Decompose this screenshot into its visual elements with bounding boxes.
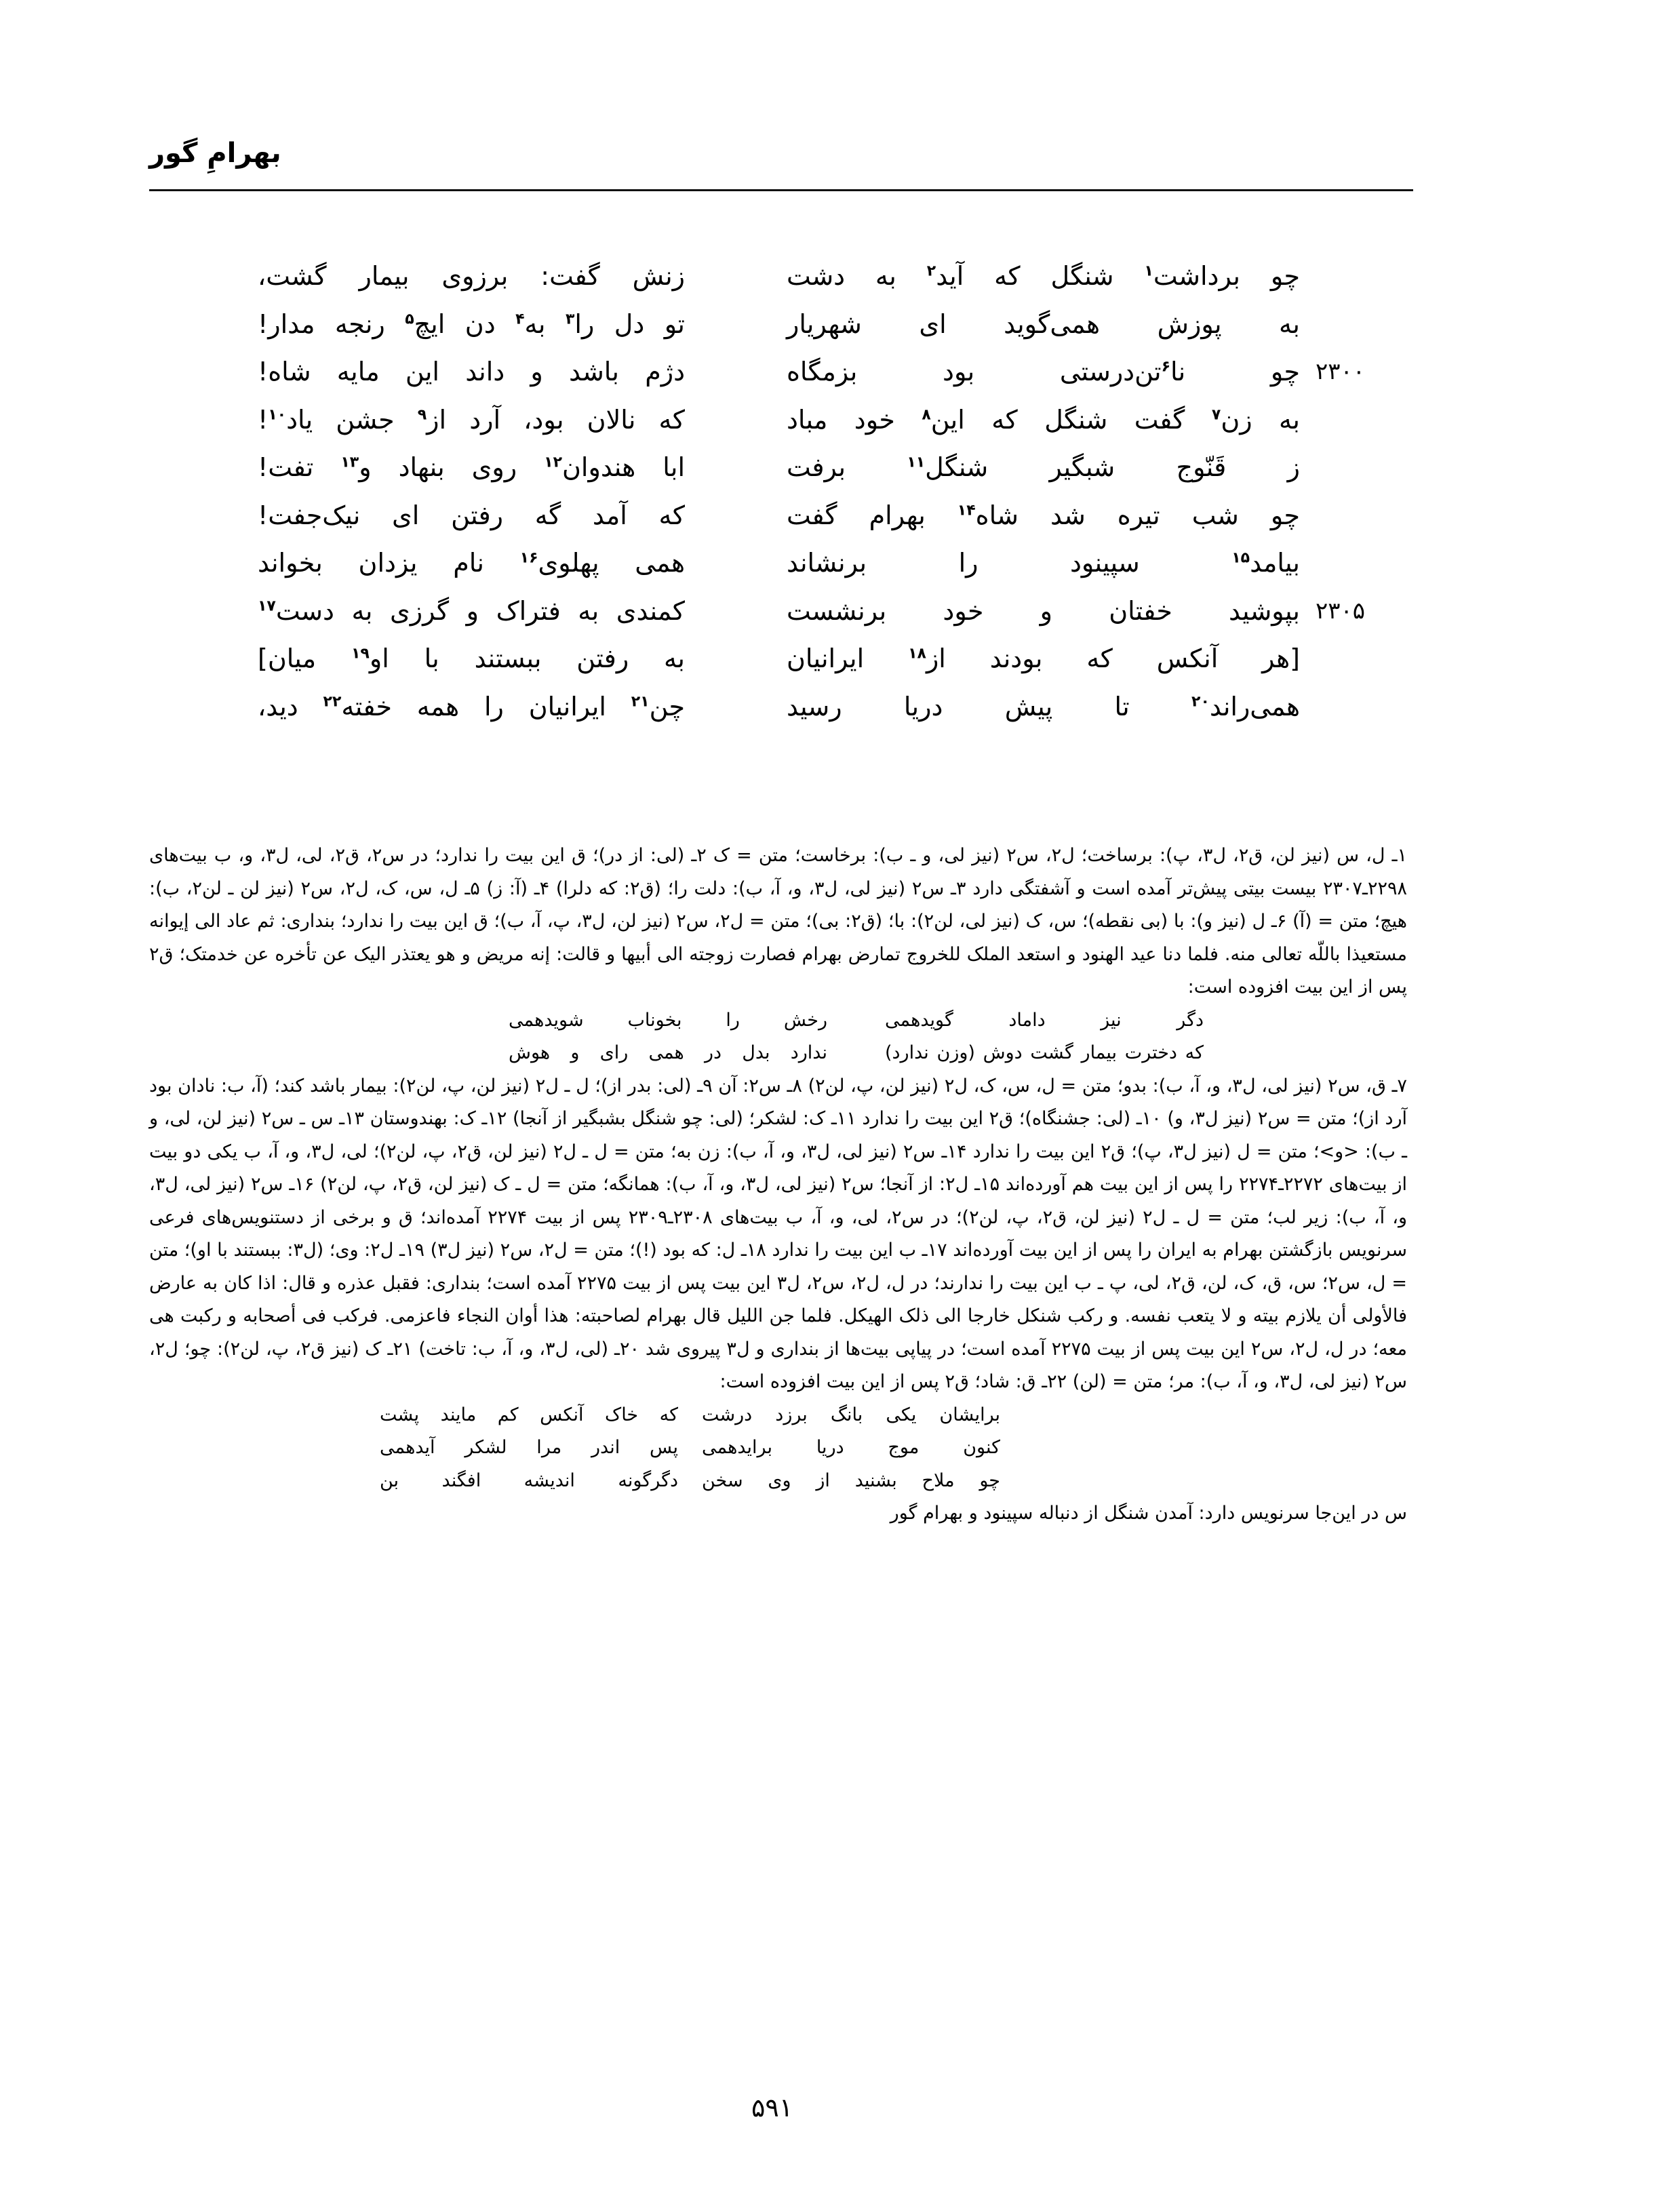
footnote-marker: ۲۲ [323, 692, 342, 710]
hemistich-first: چو برداشت$^۱$ شنگل که آید$^۲$ به دشت [787, 261, 1300, 291]
hemistich-first: [هر آنکس که بودند از$^{۱۸}$ ایرانیان [787, 644, 1300, 673]
footnote-marker: ۲۰ [1191, 692, 1210, 710]
added-verse-row [149, 1465, 1407, 1498]
hemistich-second: که آمد گه رفتن ای نیک‌جفت! [258, 500, 685, 530]
verse-row [0, 252, 1660, 300]
hemistich-second: کمندی به فتراک و گرزی به دست$^{۱۷}$ [258, 595, 685, 626]
hemistich-second: تو دل را$^۳$ به$^۴$ دن ایچ$^۵$ رنجه مدار! [258, 309, 685, 339]
footnote-marker: ۱۰ [268, 406, 287, 423]
verse-row [0, 348, 1660, 395]
footnotes-7-22: ۷ـ ق، س۲ (نیز لی، ل۳، و، آ، ب): بدو؛ متن = ل، س، ک، ل۲ (نیز لن، پ، لن۲) ۸ـ س۲: آن ۹ـ (لی: بدر از)؛ ل ـ ل۲ (نیز لن، پ، لن۲): بیمار باشد کند؛ (آ، ب: نادان بود آرد از)؛ متن = س۲ (نیز ل۳، و) ۱۰ـ (لی: جشنگاه)؛ ق۲ این بیت را ندارد ۱۱ـ ک: لشکر؛ (لی: چو شنگل بشبگیر از آنجا) ۱۲ـ ک: بهندوستان ۱۳ـ س ـ س۲ (نیز لن، لی، و ـ ب): <و>؛ متن = ل (نیز ل۳، پ)؛ ق۲ این بیت را ندارد ۱۴ـ س۲ (نیز لی، ل۳، و، آ، ب): زن به؛ متن = ل ـ ل۲ (نیز لن، ق۲، پ، لن۲)؛ لی، ل۳، و، آ، ب یکی دو بیت از بیت‌های ۲۲۷۲ـ۲۲۷۴ را پس از این بیت هم آورده‌اند ۱۵ـ ل۲: از آنجا؛ س۲ (نیز لی، ل۳، و، آ، ب): همانگه؛ متن = ل ـ ک (نیز لن، ق۲، پ، لن۲) ۱۶ـ س۲ (نیز لی، ل۳، و، آ، ب): زیر لب؛ متن = ل ـ ل۲ (نیز لن، ق۲، پ، لن۲)؛ در س۲، لی، و، آ، ب بیت‌های ۲۳۰۸ـ۲۳۰۹ پس از بیت ۲۲۷۴ آمده‌اند؛ ق و برخی از دستنویس‌های فرعی سرنویس بازگشتن بهرام به ایران را پس از این بیت آورده‌اند ۱۷ـ ب این بیت را ندارد ۱۸ـ ل: که بود (!)؛ متن = ل۲، س۲ (نیز ل۳) ۱۹ـ ل۲: وی؛ (ل۳: ببستند با او)؛ متن = ل، س۲؛ س، ق، ک، لن، ق۲، لی، پ ـ ب این بیت را ندارند؛ در ل، ل۲، س۲، ل۳ این بیت پس از بیت ۲۲۷۵ آمده است؛ بنداری: فقبل عذره و قال: اذا کان به عارض فالأولی أن یلازم بیته و لا یتعب نفسه. و رکب شنکل خارجا الی ذلک الهیکل. فلما جن اللیل قال بهرام لصاحبته: هذا أوان النجاء فاعزمی. فرکب فی أصحابه و رکبت هی معه؛ در ل، ل۲، س۲ این بیت پس از بیت ۲۲۷۵ آمده است؛ در پیاپی بیت‌ها از بنداری و ل۳ پیروی شد ۲۰ـ (لی، ل۳، و، آ، ب: تاخت) ۲۱ـ ک (نیز ق۲، پ، لن۲): چو؛ ل۲، س۲ (نیز لی، ل۳، و، آ، ب): مر؛ متن = (لن) ۲۲ـ ق: شاد؛ ق۲ پس از این بیت افزوده است: [149, 1075, 1408, 1392]
footnotes-1-6: ۱ـ ل، س (نیز لن، ق۲، ل۳، پ): برساخت؛ ل۲، س۲ (نیز لی، و ـ ب): برخاست؛ متن = ک ۲ـ (لی: از در)؛ ق این بیت را ندارد؛ در س۲، ق۲، لی، ل۳، و، ب بیت‌های ۲۲۹۸ـ۲۳۰۷ بیست بیتی پیش‌تر آمده است و آشفتگی دارد ۳ـ س۲ (نیز لی، ل۳، و، آ، ب): دلت را؛ (ق۲: که دلرا) ۴ـ (آ: ز) ۵ـ ل، س، ک، ل۲، س۲ (نیز لن ـ لن۲، ب): هیچ؛ متن = (آ) ۶ـ ل (نیز و): با (بی نقطه)؛ س، ک (نیز لی، لن۲): با؛ (ق۲: بی)؛ متن = ل۲، س۲ (نیز لن، ل۳، پ، آ، ب)؛ ق این بیت را ندارد؛ بنداری: ثم عاد الی إیوانه مستعیذا باللّه تعالی منه. فلما دنا عید الهنود و استعد الملک للخروج تمارض بهرام فصارت زوجته الی أبیها و قالت: إنه مریض و هو یعتذر الیک عن تأخره عن خدمتک؛ ق۲ پس از این بیت افزوده است: [149, 845, 1408, 998]
section-heading-note: س در این‌جا سرنویس دارد: آمدن شنگل از دنباله سپینود و بهرام گور [890, 1503, 1407, 1524]
verse-number: ۲۳۰۰ [1316, 358, 1366, 385]
footnote-marker: ۱۷ [258, 597, 276, 614]
footnote-marker: ۱۶ [519, 549, 538, 567]
hemistich-second: دژم باشد و داند این مایه شاه! [258, 357, 685, 387]
verse-row [0, 683, 1660, 730]
footnote-marker: ۱۲ [544, 454, 562, 471]
verse-row [0, 300, 1660, 348]
added-verses-q2-a [149, 1004, 1407, 1070]
added-hemistich-first: کنون موج دریا برایدهمی [702, 1437, 1000, 1458]
hemistich-first: ز قَنّوج شبگیر شنگل$^{۱۱}$ برفت [787, 452, 1300, 482]
footnote-marker: ۲۱ [631, 692, 650, 710]
added-hemistich-first: دگر نیز داماد گویدهمی [885, 1009, 1204, 1031]
footnote-marker: ۱۱ [907, 454, 926, 471]
hemistich-first: بیامد$^{۱۵}$ سپینود را برنشاند [787, 548, 1300, 578]
added-hemistich-first: که دخترت بیمار گشت دوش (وزن ندارد) [885, 1042, 1204, 1063]
footnote-marker: ۴ [515, 310, 525, 328]
added-verse-row [149, 1431, 1407, 1465]
footnote-marker: ۱۵ [1231, 549, 1250, 567]
hemistich-first: همی‌راند$^{۲۰}$ تا پیش دریا رسید [787, 691, 1300, 722]
added-hemistich-first: برایشان یکی بانگ برزد درشت [702, 1404, 1000, 1425]
verse-row [0, 492, 1660, 539]
footnote-marker: ۶ [1161, 358, 1171, 376]
header-rule [149, 189, 1413, 191]
added-hemistich-second: پس اندر مرا لشکر آیدهمی [380, 1437, 678, 1458]
hemistich-first: چو نا$^۶$تن‌درستی بود بزمگاه [787, 357, 1300, 387]
hemistich-second: به رفتن ببستند با او$^{۱۹}$ میان] [258, 644, 685, 673]
hemistich-first: بپوشید خفتان و خود برنشست [787, 595, 1300, 626]
critical-apparatus [149, 840, 1407, 1530]
added-hemistich-second: ندارد بدل در همی رای و هوش [509, 1042, 827, 1063]
footnote-marker: ۱۸ [908, 645, 926, 663]
added-hemistich-second: دگرگونه اندیشه افگند بن [380, 1469, 678, 1491]
added-hemistich-second: رخش را بخوناب شویدهمی [509, 1009, 827, 1031]
footnote-marker: ۱ [1144, 262, 1153, 280]
verse-row [0, 635, 1660, 682]
added-verses-q2-b [149, 1399, 1407, 1498]
hemistich-second: همی پهلوی$^{۱۶}$ نام یزدان بخواند [258, 548, 685, 578]
footnote-marker: ۸ [922, 406, 931, 423]
hemistich-second: ابا هندوان$^{۱۲}$ روی بنهاد و$^{۱۳}$ تفت! [258, 452, 685, 482]
footnote-marker: ۷ [1211, 406, 1221, 423]
verse-row [0, 587, 1660, 635]
verse-row [0, 443, 1660, 491]
added-hemistich-first: چو ملاح بشنید از وی سخن [702, 1469, 1000, 1491]
hemistich-first: به پوزش همی‌گوید ای شهریار [787, 309, 1300, 339]
footnote-marker: ۱۹ [351, 645, 370, 663]
running-head-title: بهرامِ گور [149, 138, 281, 169]
hemistich-second: که نالان بود، آرد از$^۹$ جشن یاد$^{۱۰}$! [258, 404, 685, 435]
added-verse-row [149, 1004, 1407, 1038]
verse-row [0, 539, 1660, 587]
hemistich-second: چن$^{۲۱}$ ایرانیان را همه خفته$^{۲۲}$ دید، [258, 691, 686, 722]
footnote-marker: ۳ [565, 310, 575, 328]
added-hemistich-second: که خاک آنکس کم مایند پشت [380, 1404, 678, 1425]
hemistich-second: زنش گفت: برزوی بیمار گشت، [258, 261, 685, 291]
page-number: ۵۹۱ [751, 2093, 793, 2122]
footnote-marker: ۵ [405, 310, 414, 328]
verse-row [0, 396, 1660, 443]
verse-number: ۲۳۰۵ [1316, 597, 1366, 625]
footnote-marker: ۲ [926, 262, 936, 280]
hemistich-first: چو شب تیره شد شاه$^{۱۴}$ بهرام گفت [787, 500, 1300, 530]
hemistich-first: به زن$^۷$ گفت شنگل که این$^۸$ خود مباد [787, 404, 1300, 435]
footnote-marker: ۱۴ [957, 501, 976, 519]
footnote-marker: ۹ [417, 406, 427, 423]
footnote-marker: ۱۳ [340, 454, 359, 471]
added-verse-row [149, 1037, 1407, 1070]
added-verse-row [149, 1399, 1407, 1432]
